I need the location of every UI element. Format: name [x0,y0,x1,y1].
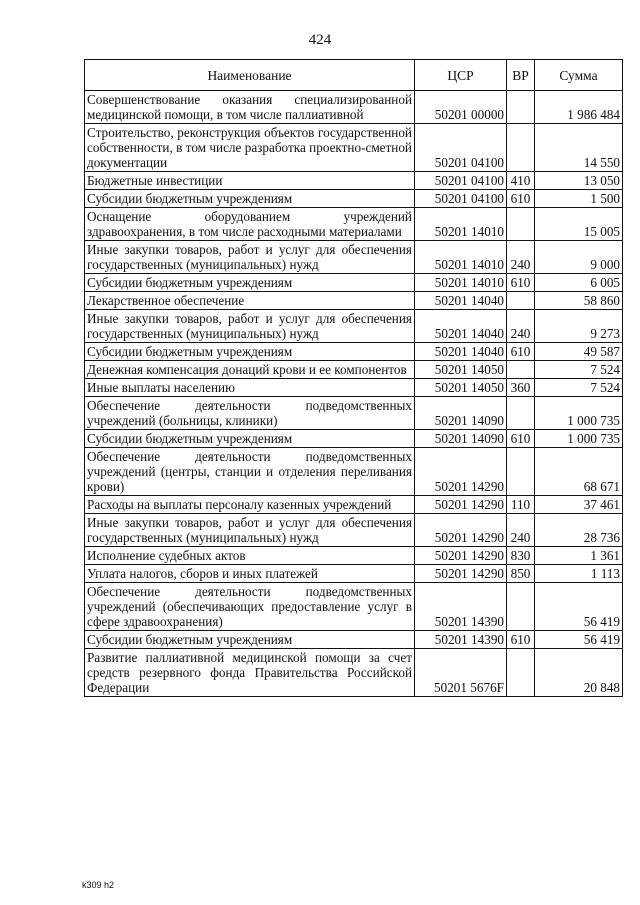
table-row [85,496,623,514]
cell-csr: 50201 14290 [415,514,507,547]
table-row [85,547,623,565]
table-row [85,583,623,631]
cell-vr: 610 [507,631,535,649]
cell-name: Лекарственное обеспечение [85,292,415,310]
table-row [85,565,623,583]
cell-name: Субсидии бюджетным учреждениям [85,430,415,448]
table-row [85,190,623,208]
cell-name: Строительство, реконструкция объектов государственной собственности, в том числе разработка проектно-сметной документации [85,124,415,172]
cell-vr [507,124,535,172]
cell-csr: 50201 14040 [415,292,507,310]
cell-csr: 50201 04100 [415,172,507,190]
cell-sum: 1 113 [535,565,623,583]
cell-vr [507,91,535,124]
cell-csr: 50201 04100 [415,190,507,208]
table-row [85,172,623,190]
cell-csr: 50201 14290 [415,496,507,514]
cell-vr: 610 [507,190,535,208]
table-row [85,208,623,241]
cell-sum: 20 848 [535,649,623,697]
cell-csr: 50201 14290 [415,448,507,496]
cell-sum: 13 050 [535,172,623,190]
header-vr: ВР [507,60,535,91]
cell-csr: 50201 14090 [415,430,507,448]
cell-csr: 50201 14050 [415,361,507,379]
table-row [85,343,623,361]
cell-sum: 68 671 [535,448,623,496]
cell-vr: 110 [507,496,535,514]
cell-csr: 50201 14390 [415,631,507,649]
page-number: 424 [308,32,332,48]
cell-csr: 50201 14010 [415,241,507,274]
cell-vr: 610 [507,274,535,292]
cell-sum: 58 860 [535,292,623,310]
table-header-row [85,60,623,91]
cell-vr [507,583,535,631]
cell-sum: 6 005 [535,274,623,292]
table-row [85,241,623,274]
header-csr: ЦСР [415,60,507,91]
table-row [85,91,623,124]
table-row [85,361,623,379]
table-row [85,379,623,397]
cell-sum: 1 361 [535,547,623,565]
cell-name: Уплата налогов, сборов и иных платежей [85,565,415,583]
table-row [85,292,623,310]
cell-vr: 850 [507,565,535,583]
cell-name: Развитие паллиативной медицинской помощи за счет средств резервного фонда Правительства Российской Федерации [85,649,415,697]
budget-table [84,59,623,697]
header-name: Наименование [85,60,415,91]
cell-csr: 50201 14010 [415,274,507,292]
cell-name: Иные закупки товаров, работ и услуг для обеспечения государственных (муниципальных) нужд [85,514,415,547]
cell-csr: 50201 14390 [415,583,507,631]
cell-name: Субсидии бюджетным учреждениям [85,190,415,208]
cell-vr [507,397,535,430]
cell-name: Иные закупки товаров, работ и услуг для обеспечения государственных (муниципальных) нужд [85,241,415,274]
cell-csr: 50201 04100 [415,124,507,172]
cell-sum: 1 000 735 [535,397,623,430]
cell-sum: 7 524 [535,361,623,379]
table-row [85,448,623,496]
cell-vr: 360 [507,379,535,397]
table-body [85,91,623,697]
table-row [85,124,623,172]
cell-name: Субсидии бюджетным учреждениям [85,274,415,292]
cell-name: Совершенствование оказания специализированной медицинской помощи, в том числе паллиативной [85,91,415,124]
cell-name: Обеспечение деятельности подведомственных учреждений (обеспечивающих предоставление услуг в сфере здравоохранения) [85,583,415,631]
cell-sum: 28 736 [535,514,623,547]
cell-vr: 610 [507,343,535,361]
cell-sum: 56 419 [535,583,623,631]
cell-vr: 610 [507,430,535,448]
cell-name: Субсидии бюджетным учреждениям [85,343,415,361]
table-row [85,430,623,448]
cell-csr: 50201 00000 [415,91,507,124]
cell-name: Расходы на выплаты персоналу казенных учреждений [85,496,415,514]
cell-sum: 7 524 [535,379,623,397]
cell-name: Денежная компенсация донаций крови и ее компонентов [85,361,415,379]
cell-sum: 49 587 [535,343,623,361]
cell-name: Обеспечение деятельности подведомственных учреждений (больницы, клиники) [85,397,415,430]
header-sum: Сумма [535,60,623,91]
cell-sum: 1 986 484 [535,91,623,124]
cell-sum: 9 000 [535,241,623,274]
cell-csr: 50201 14290 [415,547,507,565]
cell-name: Исполнение судебных актов [85,547,415,565]
table-row [85,514,623,547]
cell-name: Иные выплаты населению [85,379,415,397]
cell-name: Обеспечение деятельности подведомственных учреждений (центры, станции и отделения переливания крови) [85,448,415,496]
cell-sum: 37 461 [535,496,623,514]
table-row [85,310,623,343]
cell-vr: 240 [507,310,535,343]
cell-vr: 830 [507,547,535,565]
cell-sum: 1 500 [535,190,623,208]
cell-sum: 56 419 [535,631,623,649]
cell-vr: 410 [507,172,535,190]
cell-csr: 50201 14290 [415,565,507,583]
cell-sum: 1 000 735 [535,430,623,448]
cell-vr: 240 [507,514,535,547]
cell-csr: 50201 14040 [415,310,507,343]
cell-name: Оснащение оборудованием учреждений здравоохранения, в том числе расходными материалами [85,208,415,241]
table-row [85,274,623,292]
cell-csr: 50201 5676F [415,649,507,697]
table-row [85,397,623,430]
cell-sum: 14 550 [535,124,623,172]
cell-vr [507,208,535,241]
cell-csr: 50201 14090 [415,397,507,430]
table-row [85,631,623,649]
cell-vr [507,448,535,496]
cell-name: Бюджетные инвестиции [85,172,415,190]
cell-csr: 50201 14040 [415,343,507,361]
cell-vr [507,292,535,310]
cell-vr: 240 [507,241,535,274]
footer-code: k309 h2 [82,880,115,890]
cell-csr: 50201 14010 [415,208,507,241]
table-row [85,649,623,697]
cell-vr [507,361,535,379]
cell-sum: 9 273 [535,310,623,343]
cell-name: Иные закупки товаров, работ и услуг для обеспечения государственных (муниципальных) нужд [85,310,415,343]
cell-sum: 15 005 [535,208,623,241]
cell-vr [507,649,535,697]
cell-name: Субсидии бюджетным учреждениям [85,631,415,649]
cell-csr: 50201 14050 [415,379,507,397]
